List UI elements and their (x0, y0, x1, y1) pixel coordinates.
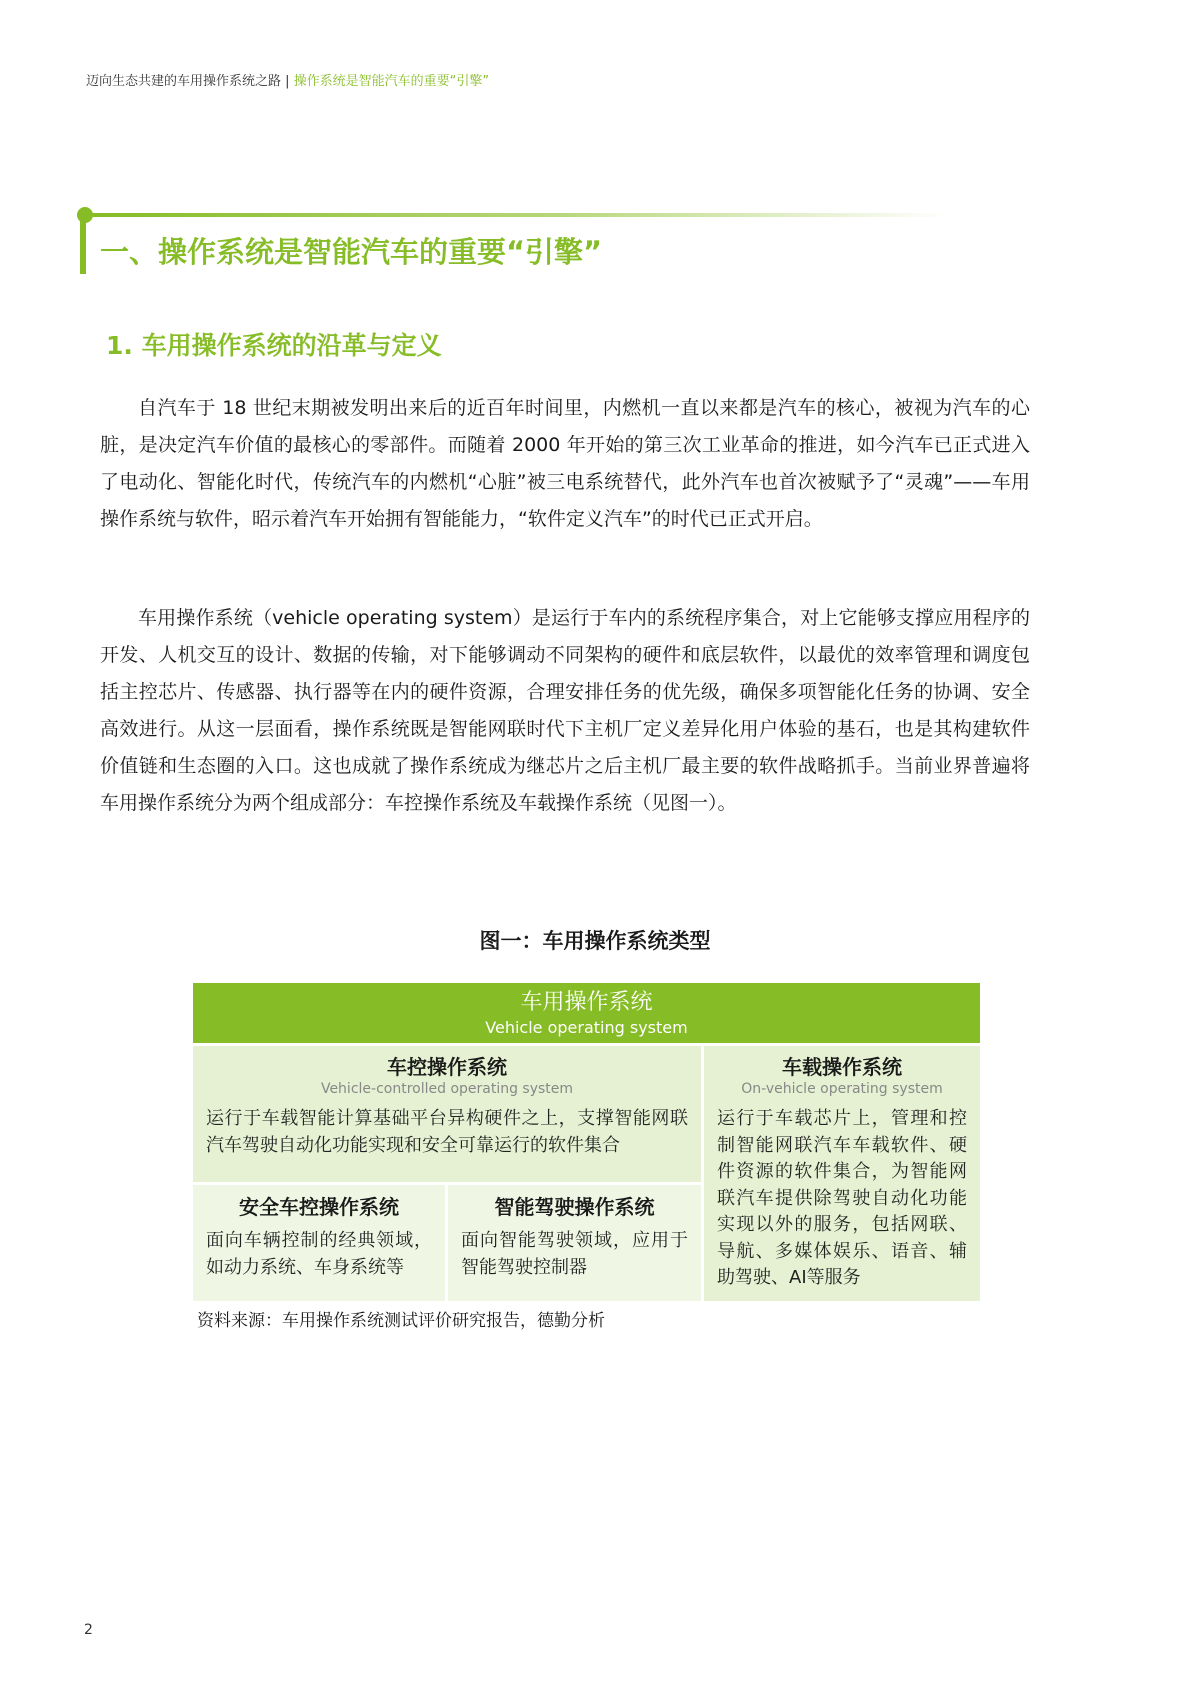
onboard-os-desc: 运行于车载芯片上，管理和控制智能网联汽车车载软件、硬件资源的软件集合，为智能网联汽车提供除驾驶自动化功能实现以外的服务，包括网联、导航、多媒体娱乐、语音、辅助驾驶、AI等服务 (717, 1108, 967, 1288)
doc-title: 迈向生态共建的车用操作系统之路 (86, 74, 282, 89)
vehicle-control-os-title: 车控操作系统 (387, 1055, 507, 1079)
vehicle-control-os-desc: 运行于车载智能计算基础平台异构硬件之上，支撑智能网联汽车驾驶自动化功能实现和安全可靠运行的软件集合 (206, 1108, 688, 1156)
onboard-os-title: 车载操作系统 (782, 1055, 902, 1079)
os-type-diagram (193, 983, 980, 1301)
safety-control-os-title: 安全车控操作系统 (239, 1195, 399, 1219)
section-bar (80, 214, 86, 274)
onboard-os-box (704, 1046, 980, 1301)
onboard-os-subtitle: On-vehicle operating system (741, 1081, 943, 1097)
vehicle-control-os-subtitle: Vehicle-controlled operating system (320, 1081, 574, 1097)
figure-caption: 图一：车用操作系统类型 (479, 929, 711, 953)
paragraph-1: 自汽车于 18 世纪末期被发明出来后的近百年时间里，内燃机一直以来都是汽车的核心，被视为汽车的心脏，是决定汽车价值的最核心的零部件。而随着 2000 年开始的第三次工业革命的推进，如今汽车已正式进入了电动化、智能化时代，传统汽车的内燃机“心脏”被三电系统替代，此外汽车也首次被赋予了“灵魂”——车用操作系统与软件，昭示着汽车开始拥有智能能力，“软件定义汽车”的时代已正式开启。 (100, 397, 1030, 530)
header-separator: | (281, 74, 294, 89)
section-dot (77, 207, 93, 223)
subsection-title: 1. 车用操作系统的沿革与定义 (106, 331, 442, 360)
section-heading (80, 206, 950, 276)
section-rule (88, 213, 948, 217)
vehicle-os-header (193, 983, 980, 1043)
chapter-title: 操作系统是智能汽车的重要“引擎” (293, 74, 490, 89)
figure-source: 资料来源：车用操作系统测试评价研究报告，德勤分析 (197, 1311, 605, 1331)
vehicle-control-os-box (193, 1046, 701, 1182)
autodrive-os-desc: 面向智能驾驶领域，应用于智能驾驶控制器 (461, 1230, 688, 1278)
page-number: 2 (84, 1622, 93, 1638)
vehicle-os-subtitle: Vehicle operating system (485, 1018, 688, 1037)
safety-control-os-desc: 面向车辆控制的经典领域，如动力系统、车身系统等 (206, 1230, 432, 1278)
autodrive-os-box (448, 1185, 701, 1301)
running-header (86, 70, 489, 89)
safety-control-os-box (193, 1185, 445, 1301)
vehicle-os-title: 车用操作系统 (520, 990, 653, 1015)
paragraph-2: 车用操作系统（vehicle operating system）是运行于车内的系统程序集合，对上它能够支撑应用程序的开发、人机交互的设计、数据的传输，对下能够调动不同架构的硬件和底层软件，以最优的效率管理和调度包括主控芯片、传感器、执行器等在内的硬件资源，合理安排任务的优先级，确保多项智能化任务的协调、安全高效进行。从这一层面看，操作系统既是智能网联时代下主机厂定义差异化用户体验的基石，也是其构建软件价值链和生态圈的入口。这也成就了操作系统成为继芯片之后主机厂最主要的软件战略抓手。当前业界普遍将车用操作系统分为两个组成部分：车控操作系统及车载操作系统（见图一）。 (100, 607, 1030, 814)
autodrive-os-title: 智能驾驶操作系统 (494, 1195, 655, 1219)
section-title: 一、操作系统是智能汽车的重要“引擎” (100, 235, 603, 269)
